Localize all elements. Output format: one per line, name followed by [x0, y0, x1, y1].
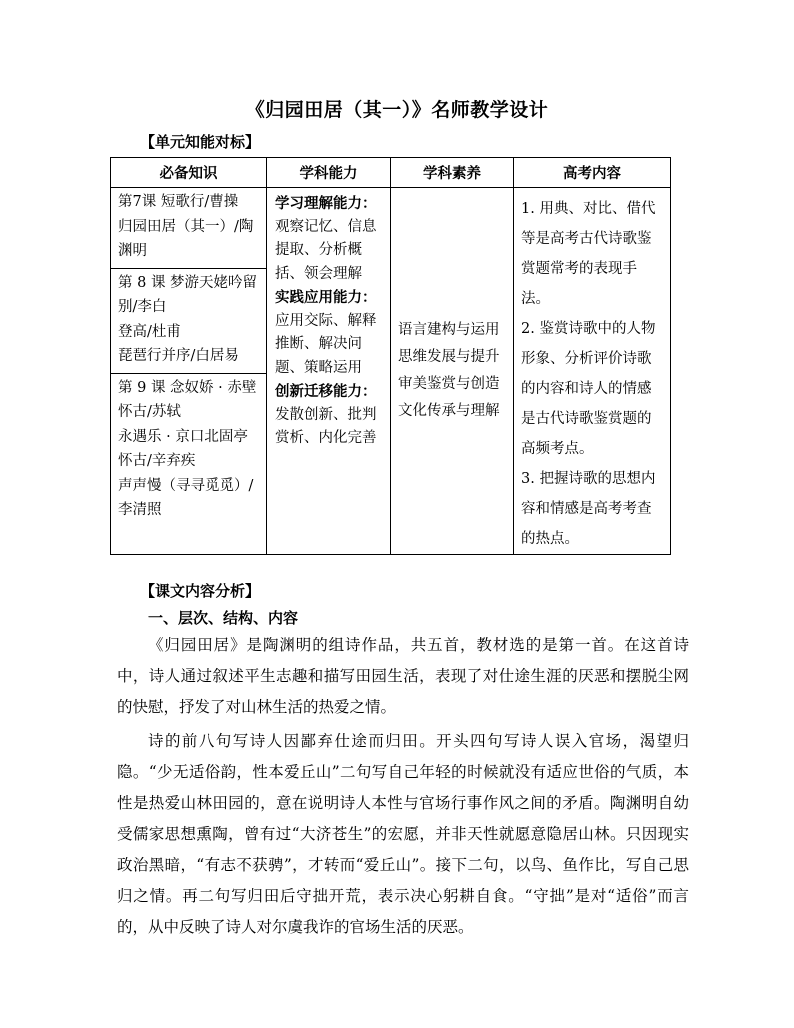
literacy-item: 审美鉴赏与创造 — [398, 376, 500, 392]
lesson-item: 永遇乐 · 京口北固亭怀古/辛弃疾 — [118, 428, 248, 469]
ability-body: 发散创新、批判赏析、内化完善 — [275, 406, 377, 446]
document-title: 《归园田居（其一）》名师教学设计 — [245, 99, 549, 121]
lesson-item: 归园田居（其一）/陶渊明 — [118, 218, 254, 259]
section-heading-text-analysis: 【课文内容分析】 — [140, 582, 261, 600]
lesson-item: 第 8 课 梦游天姥吟留别/李白 — [118, 274, 258, 315]
ability-heading: 学习理解能力： — [275, 195, 377, 212]
table-body-row — [111, 188, 671, 555]
table-header-row — [111, 158, 671, 188]
ability-cell — [267, 188, 391, 555]
paragraph: 诗的前八句写诗人因鄙弃仕途而归田。开头四句写诗人误入官场，渴望归隐。“少无适俗韵，性本爱丘山”二句写自己年轻的时候就没有适应世俗的气质，本性是热爱山林田园的，意在说明诗人本性与官场行事作风之间的矛盾。陶渊明自幼受儒家思想熏陶，曾有过“大济苍生”的宏愿，并非天性就愿意隐居山林。只因现实政治黑暗，“有志不获骋”，才转而“爱丘山”。接下二句，以鸟、鱼作比，写自己思归之情。再二句写归田后守拙开荒，表示决心躬耕自食。“守拙”是对“适俗”而言的，从中反映了诗人对尔虞我诈的官场生活的厌恶。 — [117, 732, 689, 936]
ability-heading: 实践应用能力： — [275, 289, 377, 306]
lesson-7-block — [111, 188, 266, 269]
lesson-item: 第7课 短歌行/曹操 — [118, 194, 239, 210]
ability-body: 观察记忆、信息提取、分析概括、领会理解 — [275, 218, 377, 282]
lesson-item: 琵琶行并序/白居易 — [118, 348, 239, 364]
exam-cell — [514, 188, 671, 555]
exam-point: 1. 用典、对比、借代等是高考古代诗歌鉴赏题常考的表现手法。 — [521, 201, 656, 307]
header-literacy: 学科素养 — [391, 158, 514, 188]
subheading-structure: 一、层次、结构、内容 — [148, 609, 299, 627]
ability-body: 应用交际、解释推断、解决问题、策略运用 — [275, 312, 377, 376]
literacy-item: 文化传承与理解 — [398, 403, 500, 419]
knowledge-cell — [111, 188, 267, 555]
lesson-item: 第 9 课 念奴娇 · 赤壁怀古/苏轼 — [118, 379, 257, 420]
lesson-item: 声声慢（寻寻觅觅）/李清照 — [118, 477, 254, 518]
lesson-item: 登高/杜甫 — [118, 323, 181, 340]
lesson-9-block — [111, 374, 266, 527]
literacy-cell — [391, 188, 514, 555]
ability-heading: 创新迁移能力： — [275, 383, 377, 400]
section-heading-unit-alignment: 【单元知能对标】 — [140, 133, 261, 151]
literacy-item: 语言建构与运用 — [398, 322, 500, 338]
lesson-8-block — [111, 269, 266, 374]
exam-point: 2. 鉴赏诗歌中的人物形象、分析评价诗歌的内容和诗人的情感是古代诗歌鉴赏题的高频考点。 — [521, 321, 656, 457]
exam-point: 3. 把握诗歌的思想内容和情感是高考考查的热点。 — [521, 471, 656, 547]
header-ability: 学科能力 — [267, 158, 391, 188]
literacy-item: 思维发展与提升 — [398, 349, 500, 365]
alignment-table — [110, 157, 671, 555]
header-knowledge: 必备知识 — [111, 158, 267, 188]
header-exam: 高考内容 — [514, 158, 671, 188]
paragraph: 《归园田居》是陶渊明的组诗作品，共五首，教材选的是第一首。在这首诗中，诗人通过叙述平生志趣和描写田园生活，表现了对仕途生涯的厌恶和摆脱尘网的快慰，抒发了对山林生活的热爱之情。 — [117, 636, 689, 716]
